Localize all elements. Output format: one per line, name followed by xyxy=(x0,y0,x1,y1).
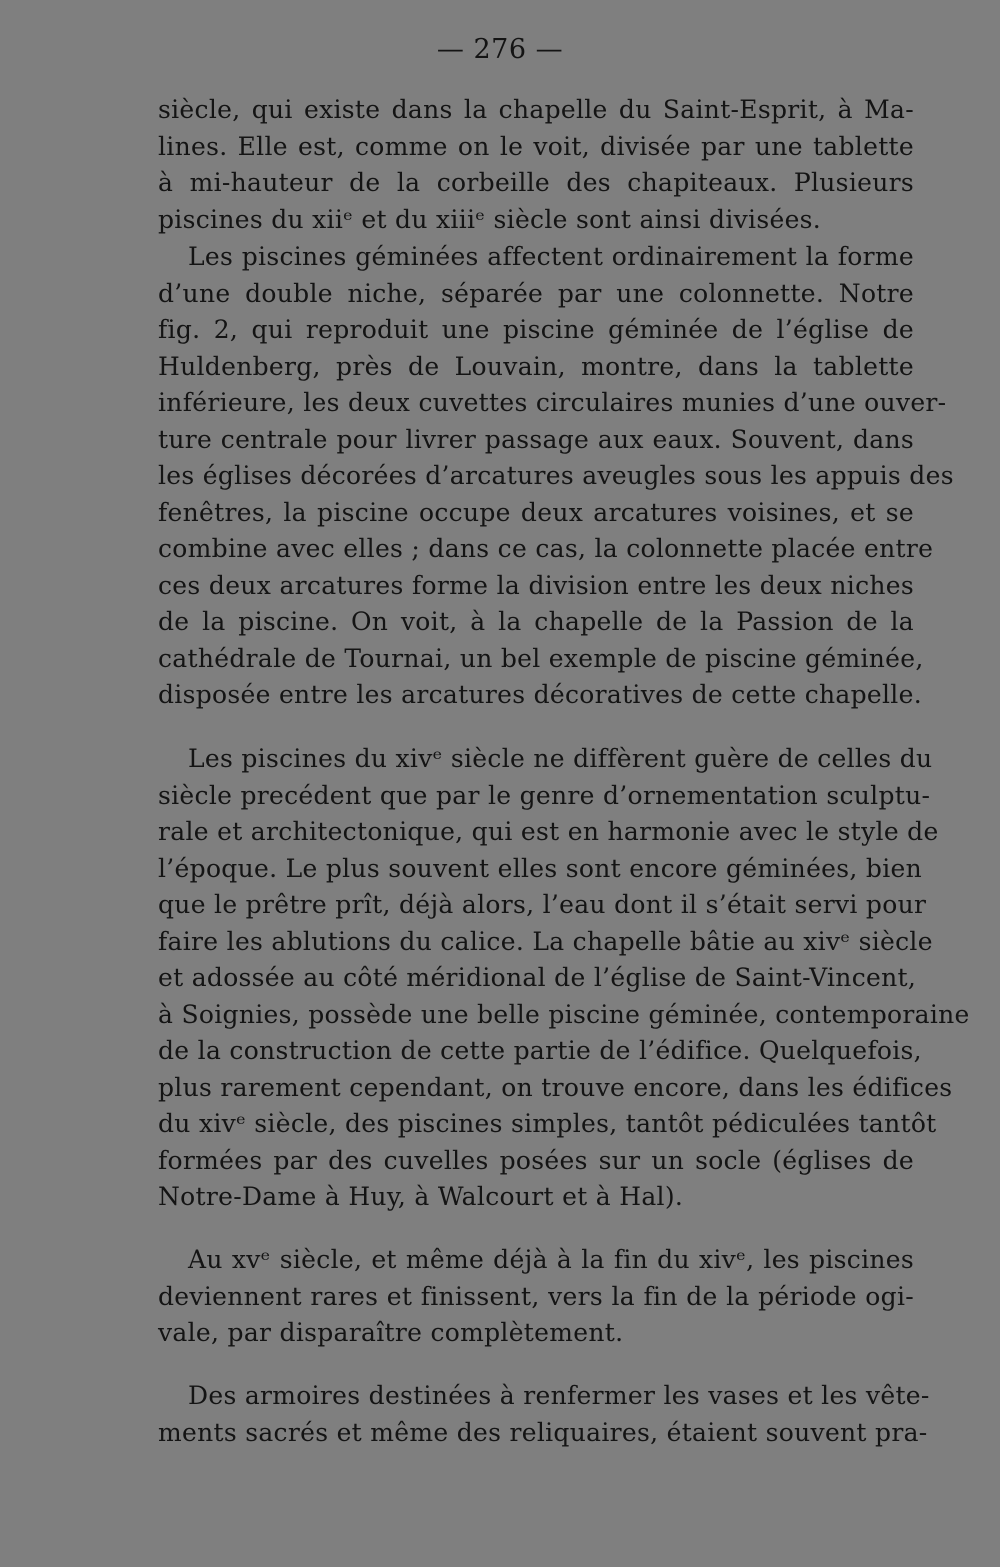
text-line: de la piscine. On voit, à la chapelle de la Passion de la xyxy=(158,607,914,636)
text-line: Huldenberg, près de Louvain, montre, dans la tablette xyxy=(158,351,914,381)
text-line: siècle, qui existe dans la chapelle du Saint-Esprit, à Ma- xyxy=(158,95,914,124)
text-line: siècle precédent que par le genre d’ornementation sculptu- xyxy=(158,780,931,810)
paragraph-2 xyxy=(158,239,954,714)
text-line: les églises décorées d’arcatures aveugles sous les appuis des xyxy=(158,461,954,490)
text-line: combine avec elles ; dans ce cas, la colonnette placée entre xyxy=(158,534,934,563)
text-line: à Soignies, possède une belle piscine géminée, contemporaine xyxy=(158,999,970,1029)
text-line: rale et architectonique, qui est en harmonie avec le style de xyxy=(158,817,939,846)
text-line: vale, par disparaître complètement. xyxy=(158,1318,624,1347)
text-line: formées par des cuvelles posées sur un socle (églises de xyxy=(158,1145,914,1175)
paragraph-4 xyxy=(158,1242,914,1352)
text-line: ments sacrés et même des reliquaires, étaient souvent pra- xyxy=(158,1417,928,1447)
text-line: plus rarement cependant, on trouve encore, dans les édifices xyxy=(158,1072,953,1102)
paragraph-5 xyxy=(158,1378,930,1451)
text-line: Les piscines du xivᵉ siècle ne diffèrent guère de celles du xyxy=(188,744,933,773)
text-line: lines. Elle est, comme on le voit, divisée par une tablette xyxy=(158,131,914,161)
text-line: ces deux arcatures forme la division entre les deux niches xyxy=(158,570,914,600)
text-line: piscines du xiiᵉ et du xiiiᵉ siècle sont ainsi divisées. xyxy=(158,204,822,234)
text-line: d’une double niche, séparée par une colonnette. Notre xyxy=(158,278,914,308)
text-line: Des armoires destinées à renfermer les vases et les vête- xyxy=(188,1381,930,1410)
text-line: fenêtres, la piscine occupe deux arcatures voisines, et se xyxy=(158,497,914,527)
text-line: ture centrale pour livrer passage aux eaux. Souvent, dans xyxy=(158,424,914,454)
text-line: deviennent rares et finissent, vers la fin de la période ogi- xyxy=(158,1281,914,1311)
text-line: que le prêtre prît, déjà alors, l’eau dont il s’était servi pour xyxy=(158,890,927,919)
text-line: inférieure, les deux cuvettes circulaires munies d’une ouver- xyxy=(158,388,947,417)
text-line: fig. 2, qui reproduit une piscine géminée de l’église de xyxy=(158,315,914,344)
text-line: cathédrale de Tournai, un bel exemple de piscine géminée, xyxy=(158,643,924,673)
text-line: de la construction de cette partie de l’édifice. Quelquefois, xyxy=(158,1036,922,1065)
text-line: Notre-Dame à Huy, à Walcourt et à Hal). xyxy=(158,1182,684,1211)
text-line: Les piscines géminées affectent ordinairement la forme xyxy=(188,242,914,271)
text-line: Au xvᵉ siècle, et même déjà à la fin du xivᵉ, les piscines xyxy=(188,1245,914,1274)
text-line: disposée entre les arcatures décoratives de cette chapelle. xyxy=(158,680,922,709)
paragraph-1 xyxy=(158,92,914,238)
text-line: l’époque. Le plus souvent elles sont encore géminées, bien xyxy=(158,853,922,883)
text-line: à mi-hauteur de la corbeille des chapiteaux. Plusieurs xyxy=(158,168,914,197)
page-number: — 276 — xyxy=(436,34,564,65)
text-line: du xivᵉ siècle, des piscines simples, tantôt pédiculées tantôt xyxy=(158,1109,937,1138)
paragraph-3 xyxy=(158,741,970,1216)
text-line: faire les ablutions du calice. La chapelle bâtie au xivᵉ siècle xyxy=(158,926,933,956)
text-line: et adossée au côté méridional de l’église de Saint-Vincent, xyxy=(158,963,917,992)
